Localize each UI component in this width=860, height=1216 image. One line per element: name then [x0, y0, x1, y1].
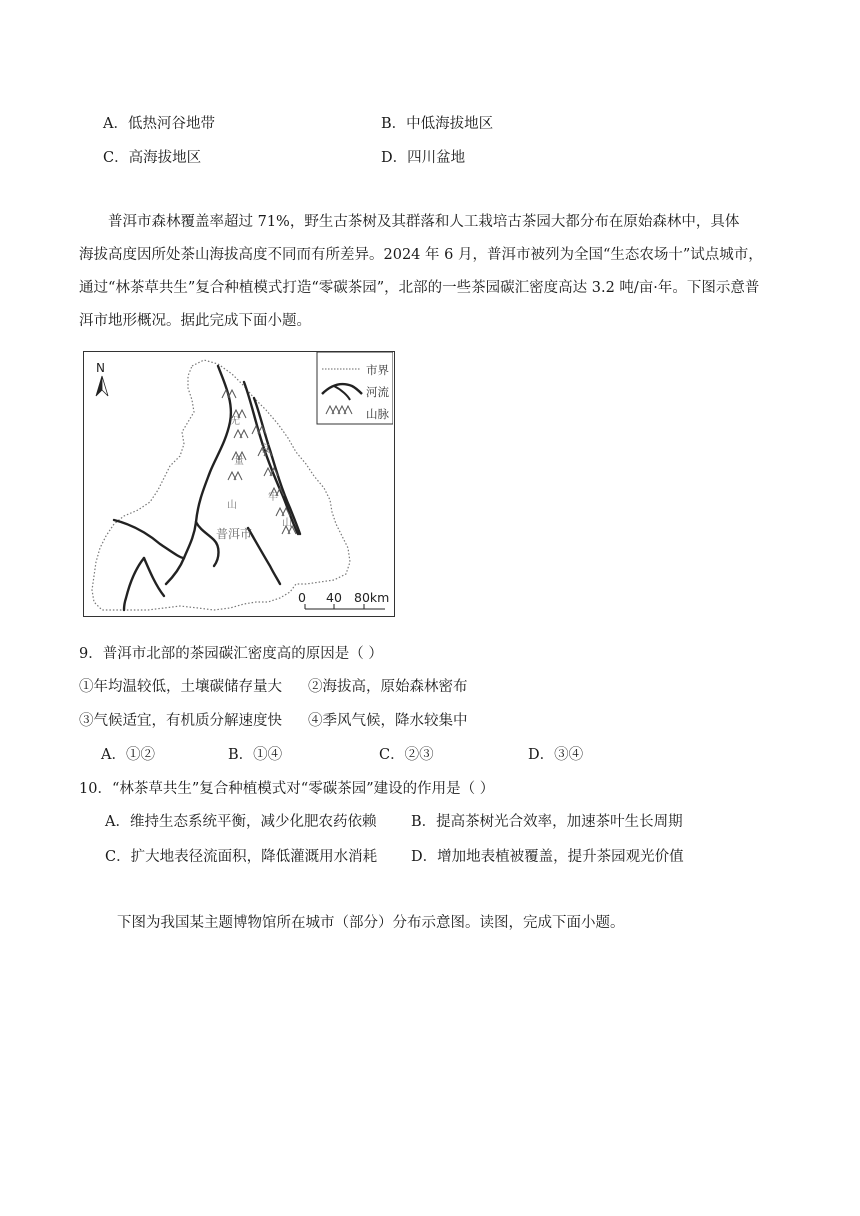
mountain2-label-3: 山 — [282, 518, 292, 529]
city-label: 普洱市 — [216, 527, 253, 541]
puer-terrain-map — [83, 351, 395, 617]
next-section-intro: 下图为我国某主题博物馆所在城市（部分）分布示意图。读图，完成下面小题。 — [117, 915, 625, 931]
q10-stem: 10．“林茶草共生”复合种植模式对“零碳茶园”建设的作用是（ ） — [79, 781, 495, 797]
mountain1-label-3: 山 — [227, 500, 237, 511]
q10-option-d: D．增加地表植被覆盖，提升茶园观光价值 — [411, 849, 684, 865]
option-c: C．高海拔地区 — [103, 150, 202, 166]
q10-option-c: C．扩大地表径流面积，降低灌溉用水消耗 — [105, 849, 378, 865]
q9-option-b: B．①④ — [228, 747, 283, 763]
scale-bar — [298, 590, 389, 609]
q9-statement-3: ③气候适宜，有机质分解速度快 — [79, 713, 282, 729]
option-d: D．四川盆地 — [381, 150, 466, 166]
city-boundary — [92, 360, 350, 610]
q9-option-a: A．①② — [101, 747, 155, 763]
map-legend — [317, 352, 393, 424]
q9-option-c: C．②③ — [379, 747, 434, 763]
intro-line-1: 普洱市森林覆盖率超过 71%，野生古茶树及其群落和人工栽培古茶园大都分布在原始森林中，具体 — [108, 214, 740, 230]
option-a: A．低热河谷地带 — [103, 116, 215, 132]
north-label: N — [96, 361, 105, 375]
q9-statement-4: ④季风气候，降水较集中 — [308, 713, 468, 729]
mountain1-label-2: 量 — [234, 456, 244, 467]
mountain1-label-1: 无 — [230, 416, 240, 427]
intro-line-3: 通过“林茶草共生”复合种植模式打造“零碳茶园”，北部的一些茶园碳汇密度高达 3.2 吨/亩·年。下图示意普 — [79, 280, 760, 296]
q9-option-d: D．③④ — [528, 747, 584, 763]
legend-mountain-label: 山脉 — [366, 407, 389, 421]
q9-statement-1: ①年均温较低，土壤碳储存量大 — [79, 679, 282, 695]
option-b: B．中低海拔地区 — [381, 116, 494, 132]
q9-stem: 9．普洱市北部的茶园碳汇密度高的原因是（ ） — [79, 646, 383, 662]
mountain2-label-2: 牢 — [268, 492, 278, 503]
q9-statement-2: ②海拔高，原始森林密布 — [308, 679, 468, 695]
scale-tick-40: 40 — [326, 590, 342, 605]
rivers — [114, 366, 300, 610]
scale-tick-80: 80km — [354, 590, 390, 605]
intro-line-4: 洱市地形概况。据此完成下面小题。 — [79, 313, 311, 329]
legend-river-label: 河流 — [366, 385, 389, 399]
intro-line-2: 海拔高度因所处茶山海拔高度不同而有所差异。2024 年 6 月，普洱市被列为全国“生态农场十”试点城市， — [79, 247, 763, 263]
legend-boundary-label: 市界 — [366, 363, 389, 377]
q10-option-b: B．提高茶树光合效率，加速茶叶生长周期 — [411, 814, 683, 830]
q10-option-a: A．维持生态系统平衡，减少化肥农药依赖 — [105, 814, 377, 830]
mountain2-label-1: 哀 — [260, 444, 270, 455]
map-svg — [84, 352, 393, 615]
north-arrow-icon — [96, 376, 102, 396]
scale-tick-0: 0 — [298, 590, 306, 605]
